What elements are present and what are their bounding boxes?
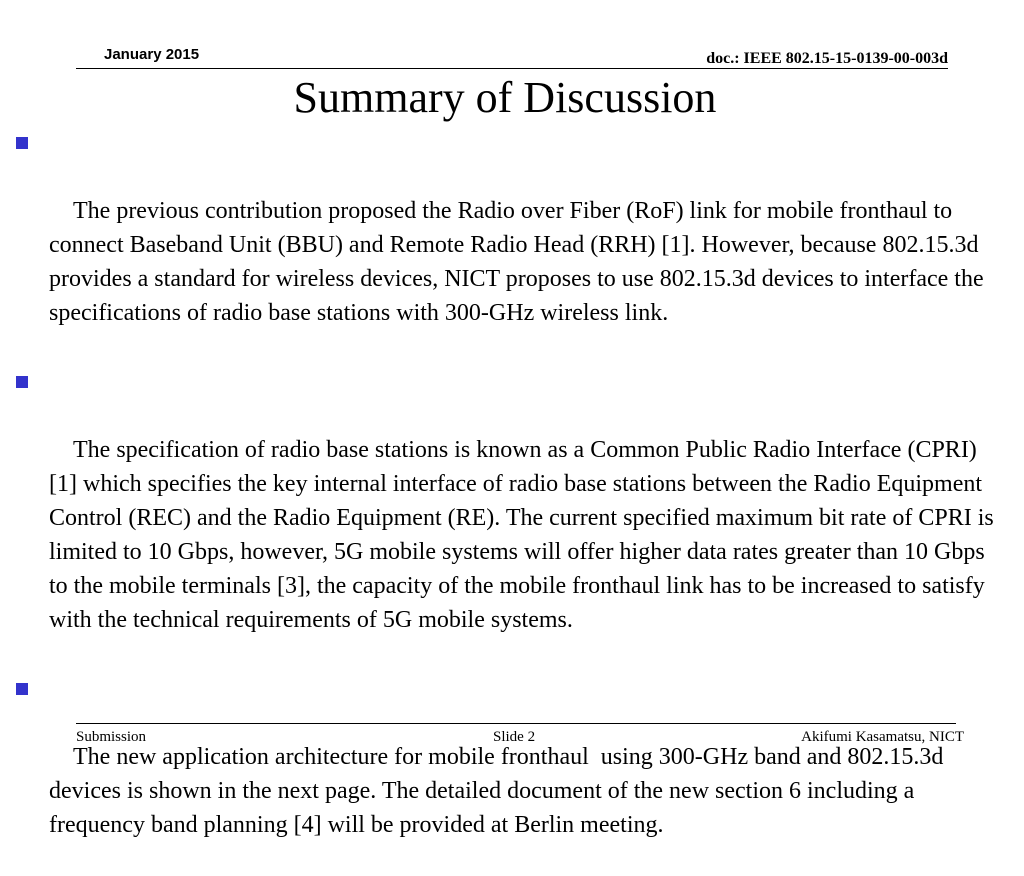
footer-author: Akifumi Kasamatsu, NICT	[801, 728, 964, 746]
bullet-text: The previous contribution proposed the Radio over Fiber (RoF) link for mobile fronthaul to connect Baseband Unit (BBU) and Remote Radio Head (RRH) [1]. However, because 802.15.3d provides a standard for wireless devices, NICT proposes to use 802.15.3d devices to interface the specifications of radio base stations with 300-GHz wireless link.	[49, 198, 990, 326]
header-document-id: doc.: IEEE 802.15-15-0139-00-003d	[706, 49, 948, 69]
footer-divider	[76, 723, 956, 724]
square-bullet-icon	[16, 137, 28, 149]
footer-submission: Submission	[76, 728, 146, 746]
square-bullet-icon	[16, 376, 28, 388]
bullet-text: The specification of radio base stations is known as a Common Public Radio Interface (CPRI) [1] which specifies the key internal interface of radio base stations between the Radio Equipment Control (REC) and the Radio Equipment (RE). The current specified maximum bit rate of CPRI is limited to 10 Gbps, however, 5G mobile systems will offer higher data rates greater than 10 Gbps to the mobile terminals [3], the capacity of the mobile fronthaul link has to be increased to satisfy with the technical requirements of 5G mobile systems.	[49, 437, 1000, 633]
bullet-item	[16, 365, 1008, 672]
bullet-item	[16, 126, 1008, 365]
bullet-item	[16, 672, 1008, 876]
square-bullet-icon	[16, 683, 28, 695]
bullet-text: The new application architecture for mobile fronthaul using 300-GHz band and 802.15.3d devices is shown in the next page. The detailed document of the new section 6 including a frequency band planning [4] will be provided at Berlin meeting.	[49, 744, 949, 838]
header-date: January 2015	[104, 45, 199, 65]
slide-title: Summary of Discussion	[0, 72, 1010, 124]
header-divider	[76, 68, 948, 69]
footer-slide-number: Slide 2	[493, 728, 535, 746]
bullet-list	[16, 126, 1008, 876]
